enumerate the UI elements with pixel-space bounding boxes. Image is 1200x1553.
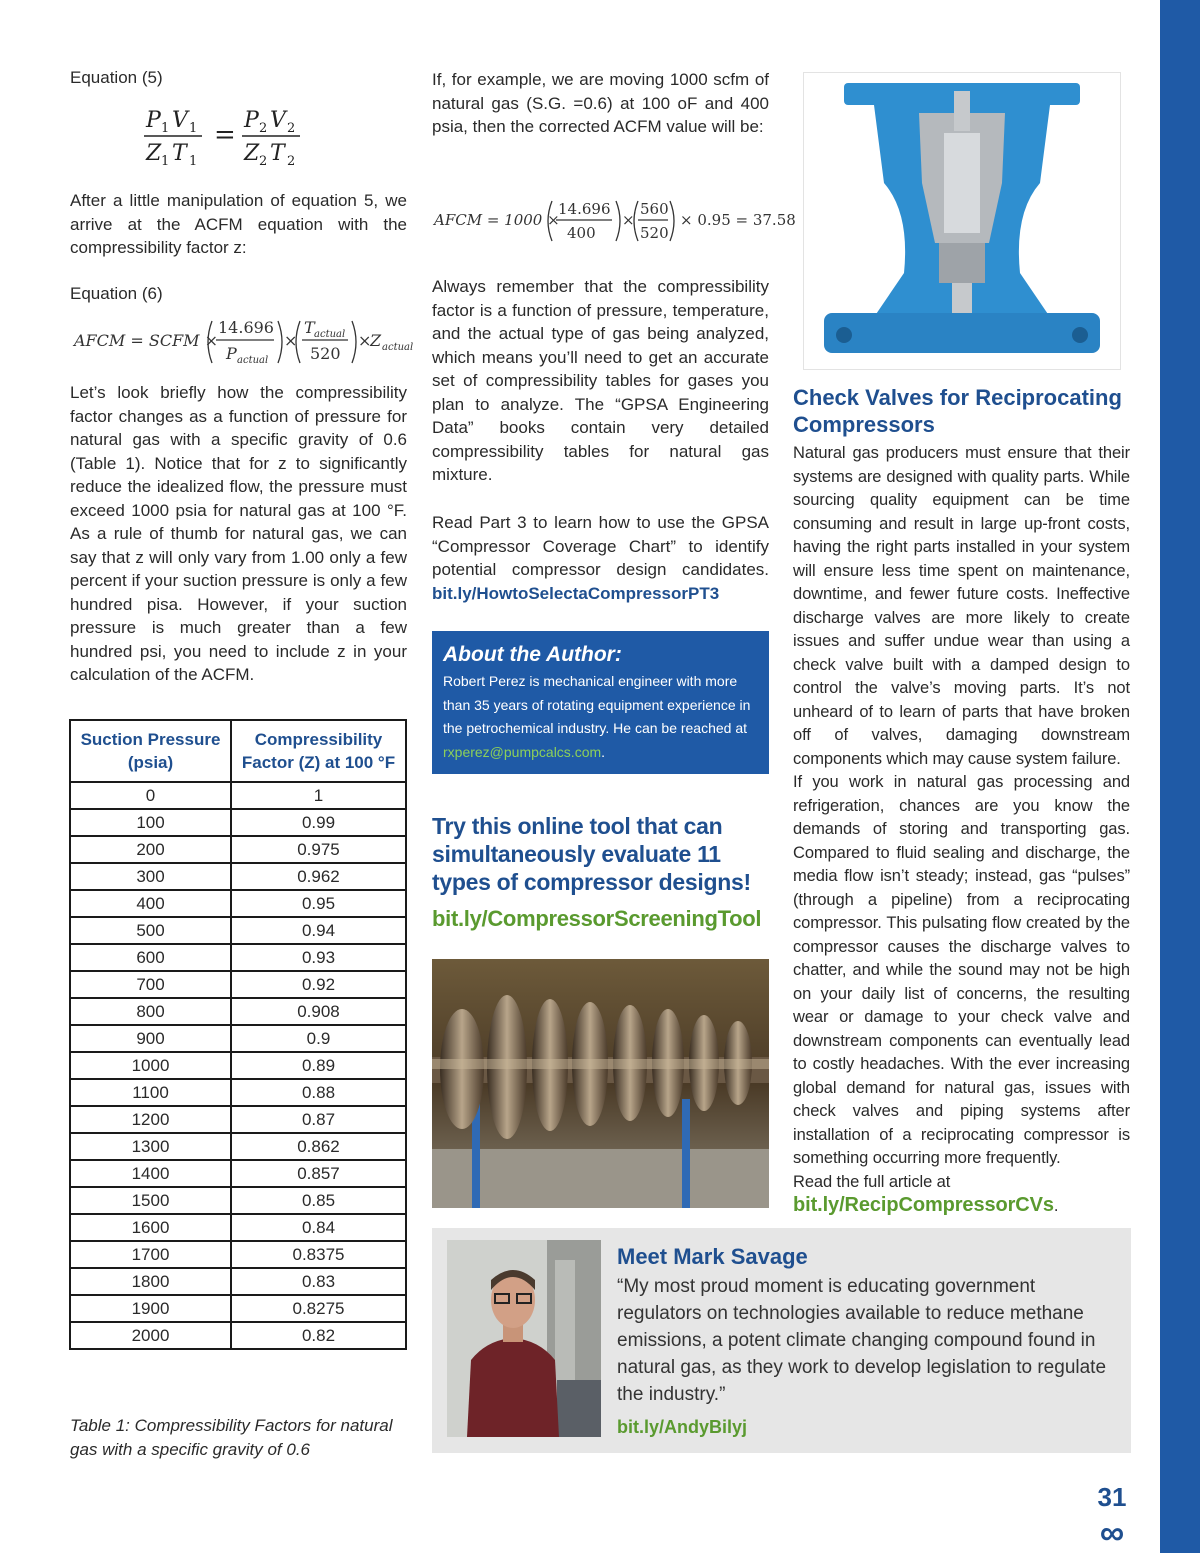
header-suction-pressure: Suction Pressure (psia) xyxy=(70,720,231,782)
check-valves-title: Check Valves for Reciprocating Compressors xyxy=(793,385,1122,437)
z-factor-cell: 0.8275 xyxy=(231,1295,406,1322)
pressure-cell: 1900 xyxy=(70,1295,231,1322)
svg-text:P: P xyxy=(244,108,259,133)
z-factor-cell: 0.862 xyxy=(231,1133,406,1160)
pressure-cell: 1300 xyxy=(70,1133,231,1160)
pressure-cell: 700 xyxy=(70,971,231,998)
table-row xyxy=(70,1079,406,1106)
z-factor-cell: 0.857 xyxy=(231,1160,406,1187)
pressure-cell: 1600 xyxy=(70,1214,231,1241)
svg-text:P: P xyxy=(146,108,161,133)
svg-text:520: 520 xyxy=(310,344,341,363)
equation-6 xyxy=(72,313,412,371)
svg-text:1: 1 xyxy=(161,121,170,136)
svg-text:×: × xyxy=(358,331,372,350)
page-number: 31 xyxy=(1097,1482,1127,1512)
svg-text:AFCM = 1000 ×: AFCM = 1000 × xyxy=(434,211,560,229)
pressure-cell: 400 xyxy=(70,890,231,917)
table-row xyxy=(70,836,406,863)
svg-text:1: 1 xyxy=(189,121,198,136)
svg-text:560: 560 xyxy=(640,200,669,218)
infinity-logo-icon: ∞ xyxy=(1099,1514,1125,1552)
author-period: . xyxy=(601,743,606,760)
table-row xyxy=(70,1106,406,1133)
z-factor-cell: 0.84 xyxy=(231,1214,406,1241)
pressure-cell: 1700 xyxy=(70,1241,231,1268)
side-color-bar xyxy=(1160,0,1200,1553)
table-row xyxy=(70,917,406,944)
z-factor-cell: 0.88 xyxy=(231,1079,406,1106)
pressure-cell: 300 xyxy=(70,863,231,890)
svg-text:×: × xyxy=(622,211,635,229)
svg-text:14.696: 14.696 xyxy=(558,200,611,218)
table-row xyxy=(70,1187,406,1214)
table-row xyxy=(70,1322,406,1349)
table-row xyxy=(70,782,406,809)
paragraph-compressibility: Let’s look briefly how the compressibility factor changes as a function of pressure for natural gas with a specific gravity of 0.6 (Table 1). Notice that for z to significantly reduce the idealized flow, the pressure must exceed 1000 psia for natural gas at 100 °F. As a rule of thumb for natural gas, we can say that z will only vary from 1.00 only a few percent if your suction pressure is only a few hundred pisa. However, if your suction pressure is much greater than a few hundred psi, you need to include z in your calculation of the ACFM. xyxy=(70,383,407,684)
z-factor-cell: 0.962 xyxy=(231,863,406,890)
paragraph-example: If, for example, we are moving 1000 scfm of natural gas (S.G. =0.6) at 100 oF and 400 psia, then the corrected ACFM value will be: xyxy=(432,70,769,136)
svg-text:=: = xyxy=(214,120,236,150)
svg-text:Z: Z xyxy=(370,331,382,350)
paragraph-read-part3 xyxy=(432,511,769,605)
pressure-cell: 1800 xyxy=(70,1268,231,1295)
check-valve-image xyxy=(803,72,1121,370)
paragraph-always-remember: Always remember that the compressibility factor is a function of pressure, temperature, and the actual type of gas being analyzed, which means you’ll need to get an accurate set of compressibility tables for gases you plan to analyze. The “GPSA Engineering Data” books contain very detailed compressibility tables for natural gas mixture. xyxy=(432,277,769,484)
pressure-cell: 0 xyxy=(70,782,231,809)
table-body xyxy=(70,782,406,1349)
table-row xyxy=(70,1241,406,1268)
svg-text:actual: actual xyxy=(382,342,414,353)
z-factor-cell: 0.975 xyxy=(231,836,406,863)
svg-text:Z: Z xyxy=(244,141,260,166)
about-author-title: About the Author: xyxy=(443,643,622,666)
read-part3-text: Read Part 3 to learn how to use the GPSA “Compressor Coverage Chart” to identify potential compressor design candidates. xyxy=(432,513,769,579)
svg-text:2: 2 xyxy=(259,154,268,169)
z-factor-cell: 0.82 xyxy=(231,1322,406,1349)
pressure-cell: 1200 xyxy=(70,1106,231,1133)
pressure-cell: 2000 xyxy=(70,1322,231,1349)
svg-text:1: 1 xyxy=(189,154,198,169)
table-row xyxy=(70,863,406,890)
table-row xyxy=(70,1133,406,1160)
table-row xyxy=(70,1295,406,1322)
svg-text:520: 520 xyxy=(640,224,669,242)
z-factor-cell: 0.83 xyxy=(231,1268,406,1295)
z-factor-cell: 0.9 xyxy=(231,1025,406,1052)
svg-text:T: T xyxy=(270,141,285,166)
table-row xyxy=(70,890,406,917)
svg-text:T: T xyxy=(172,141,187,166)
z-factor-cell: 0.93 xyxy=(231,944,406,971)
portrait-photo xyxy=(447,1240,601,1437)
svg-text:1: 1 xyxy=(161,154,170,169)
svg-text:2: 2 xyxy=(287,154,296,169)
z-factor-cell: 0.99 xyxy=(231,809,406,836)
svg-text:T: T xyxy=(304,318,315,337)
svg-text:Z: Z xyxy=(146,141,162,166)
pressure-cell: 100 xyxy=(70,809,231,836)
promo-title: Try this online tool that can simultaneously evaluate 11 types of compressor designs! xyxy=(432,813,751,895)
z-factor-cell: 1 xyxy=(231,782,406,809)
z-factor-cell: 0.95 xyxy=(231,890,406,917)
table-row xyxy=(70,809,406,836)
read-period: . xyxy=(1053,1197,1059,1215)
svg-text:2: 2 xyxy=(287,121,296,136)
z-factor-cell: 0.908 xyxy=(231,998,406,1025)
check-valves-article xyxy=(793,384,1130,1219)
pressure-cell: 800 xyxy=(70,998,231,1025)
pressure-cell: 500 xyxy=(70,917,231,944)
compressibility-table xyxy=(69,719,407,1350)
z-factor-cell: 0.8375 xyxy=(231,1241,406,1268)
header-compressibility: Compressibility Factor (Z) at 100 °F xyxy=(231,720,406,782)
svg-text:V: V xyxy=(172,108,188,133)
equation-example xyxy=(432,195,796,247)
paragraph-manipulation: After a little manipulation of equation 5, we arrive at the ACFM equation with the compressibility factor z: xyxy=(70,191,407,257)
svg-text:400: 400 xyxy=(567,224,596,242)
check-valves-para2: If you work in natural gas processing and refrigeration, chances are you know the demands of storing and transporting gas. Compared to fluid sealing and discharge, the media flow isn’t steady; instead, gas “pulses” (through a pipeline) from a reciprocating compressor. This pulsating flow created by the compressor causes the discharge valves to chatter, and while the sound may not be high on your daily list of concerns, the resulting wear or damage to your check valve and downstream components can eventually lead to costly headaches. With the ever increasing global demand for natural gas, issues with check valves and piping systems after installation of a reciprocating compressor is something occurring more frequently. xyxy=(793,773,1130,1167)
svg-text:actual: actual xyxy=(237,355,269,366)
part3-link[interactable]: bit.ly/HowtoSelectaCompressorPT3 xyxy=(432,583,720,603)
check-valves-read xyxy=(793,1171,1130,1219)
svg-text:V: V xyxy=(270,108,286,133)
table-row xyxy=(70,944,406,971)
meet-title: Meet Mark Savage xyxy=(617,1244,808,1269)
z-factor-cell: 0.85 xyxy=(231,1187,406,1214)
table-caption: Table 1: Compressibility Factors for natural gas with a specific gravity of 0.6 xyxy=(70,1416,393,1459)
z-factor-cell: 0.92 xyxy=(231,971,406,998)
recip-cv-link[interactable]: bit.ly/RecipCompressorCVs xyxy=(793,1194,1054,1216)
pressure-cell: 600 xyxy=(70,944,231,971)
svg-text:2: 2 xyxy=(259,121,268,136)
table-row xyxy=(70,1025,406,1052)
table-row xyxy=(70,1052,406,1079)
table-row xyxy=(70,971,406,998)
z-factor-cell: 0.94 xyxy=(231,917,406,944)
table-row xyxy=(70,998,406,1025)
author-email-link[interactable]: rxperez@pumpcalcs.com xyxy=(443,743,602,760)
svg-text:× 0.95 = 37.58: × 0.95 = 37.58 xyxy=(680,211,796,229)
check-valves-para1: Natural gas producers must ensure that their systems are designed with quality parts. While sourcing quality equipment can be time consuming and result in large up-front costs, having the right parts installed in your system will ensure less time spent on maintenance, downtime, and fewer future costs. Ineffective discharge valves are more likely to create issues and suffer undue wear than using a check valve built with a damped design to control the valve’s moving parts. It’s not unheard of to learn of parts that have broken off of valves, damaging downstream components which may cause system failure. xyxy=(793,444,1130,768)
svg-text:AFCM = SCFM ×: AFCM = SCFM × xyxy=(74,331,219,350)
about-author-text xyxy=(443,670,765,764)
pressure-cell: 900 xyxy=(70,1025,231,1052)
author-bio: Robert Perez is mechanical engineer with more than 35 years of rotating equipment experience in the petrochemical industry. He can be reached at xyxy=(443,673,751,736)
table-row xyxy=(70,1214,406,1241)
table-row xyxy=(70,1268,406,1295)
pressure-cell: 1500 xyxy=(70,1187,231,1214)
turbine-rotor-image xyxy=(432,959,769,1208)
svg-text:14.696: 14.696 xyxy=(218,318,274,337)
z-factor-cell: 0.87 xyxy=(231,1106,406,1133)
equation-5 xyxy=(140,100,320,170)
pressure-cell: 1400 xyxy=(70,1160,231,1187)
equation-6-label: Equation (6) xyxy=(70,284,163,303)
svg-text:actual: actual xyxy=(314,329,346,340)
meet-quote: “My most proud moment is educating government regulators on technologies available to reduce methane emissions, a potent climate changing compound found in natural gas, as they work to develop legislation to regulate the industry.” xyxy=(617,1276,1107,1405)
read-full-article: Read the full article at xyxy=(793,1172,951,1191)
screening-tool-link[interactable]: bit.ly/CompressorScreeningTool xyxy=(432,906,762,931)
svg-text:×: × xyxy=(284,331,298,350)
pressure-cell: 1100 xyxy=(70,1079,231,1106)
andy-bilyj-link[interactable]: bit.ly/AndyBilyj xyxy=(617,1417,748,1437)
z-factor-cell: 0.89 xyxy=(231,1052,406,1079)
pressure-cell: 1000 xyxy=(70,1052,231,1079)
svg-text:P: P xyxy=(226,344,237,363)
table-header-row xyxy=(70,720,406,782)
equation-5-label: Equation (5) xyxy=(70,68,163,87)
pressure-cell: 200 xyxy=(70,836,231,863)
table-row xyxy=(70,1160,406,1187)
